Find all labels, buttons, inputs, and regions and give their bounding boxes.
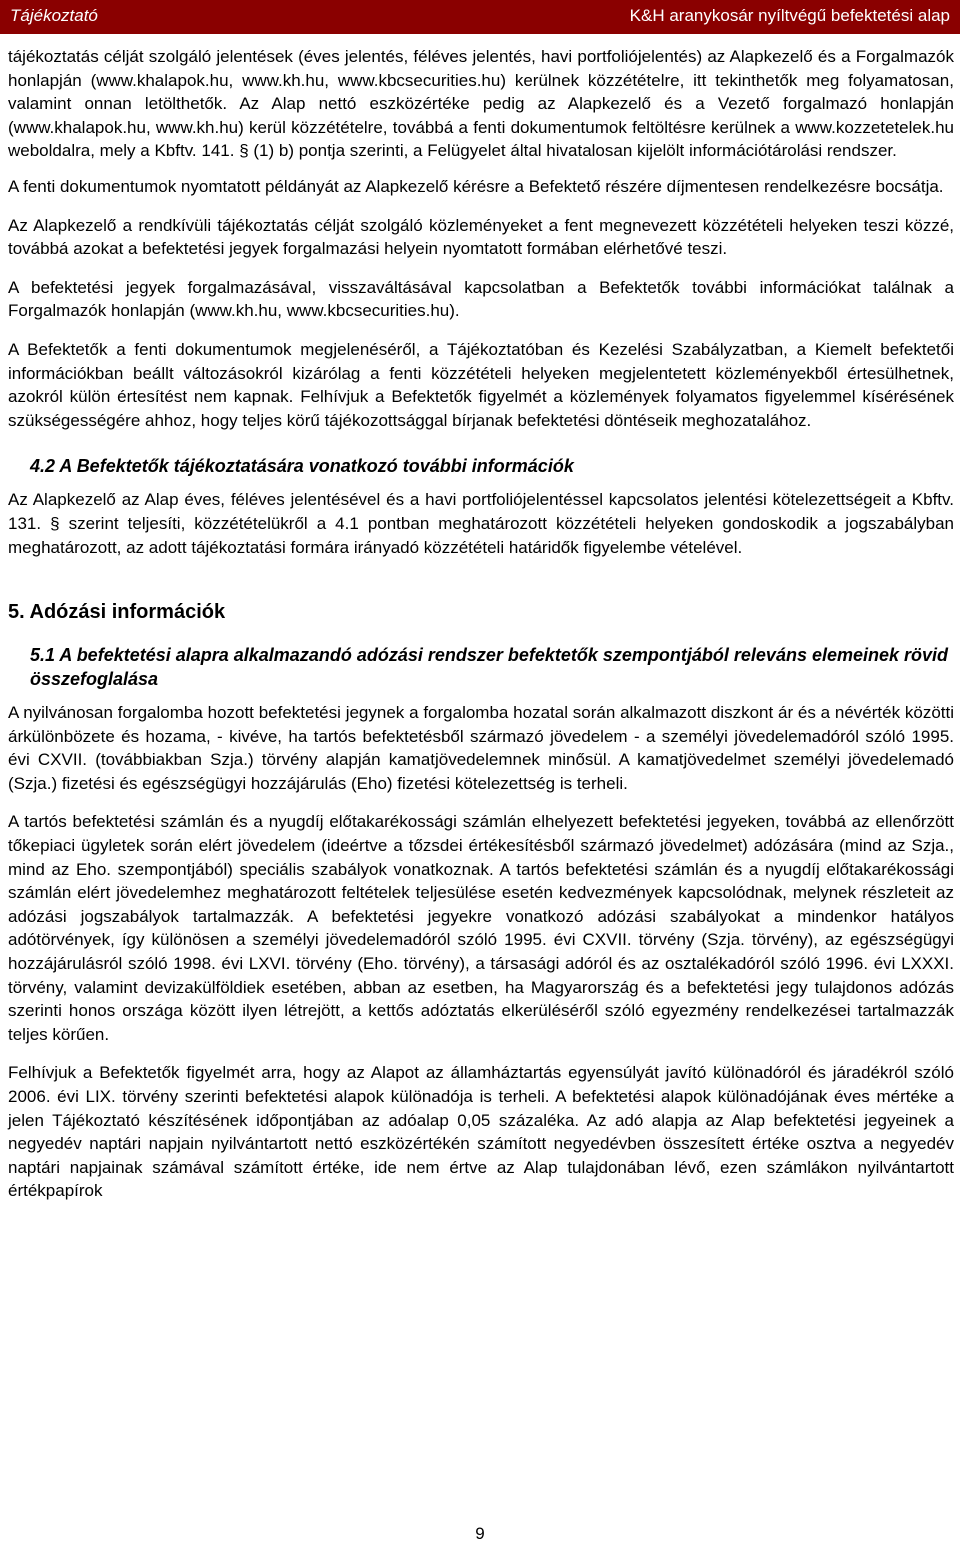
paragraph-long-term-accounts: A tartós befektetési számlán és a nyugdíj előtakarékossági számlán elhelyezett befektetési jegyeken, továbbá az ellenőrzött tőkepiaci ügyletek során elért jövedelem (ideértve a tőzsdei értékesítésből származó jövedelmet) adózására (mind az Szja., mind az Eho. szempontjából) speciális szabályok vonatkoznak. A tartós befektetési számlán és a nyugdíj előtakarékossági számlán elért jövedelemhez meghatározott feltételek teljesülése esetén kedvezmények kapcsolódnak, melynek részleteit az adózási jogszabályok tartalmazzák. A befektetési jegyekre vonatkozó adózási szabályokat a mindenkor hatályos adótörvények, így különösen a személyi jövedelemadóról szóló 1995. évi CXVII. törvény (Szja. törvény), az egészségügyi hozzájárulásról szóló 1998. évi LXVI. törvény (Eho. törvény), a társasági adóról és az osztalékadóról szóló 1996. évi LXXXI. törvény, valamint devizakülföldiek esetében, abban az esetben, ha Magyarország és a befektetési jegy tulajdonos adózás szerinti honos országa között ilyen létrejött, a kettős adóztatás elkerüléséről szóló egyezmény rendelkezései tartalmazzák teljes körűen.: [8, 812, 954, 1044]
paragraph-special-tax: Felhívjuk a Befektetők figyelmét arra, hogy az Alapot az államháztartás egyensúlyát javító különadóról és járadékról szóló 2006. évi LIX. törvény szerinti befektetési alapok különadója is terheli. A befektetési alapok különadójának éves mértéke a jelen Tájékoztató készítésének időpontjában az adóalap 0,05 százaléka. Az adó alapja az Alap befektetési jegyeinek a negyedév naptári napjain nyilvántartott nettó eszközértékén számított negyedévben összesített értéke osztva a negyedév naptári napjainak számával számított értéke, ide nem értve az Alap tulajdonában lévő, ezen számlákon nyilvántartott értékpapírok: [8, 1063, 954, 1201]
paragraph-interest-income: A nyilvánosan forgalomba hozott befektetési jegynek a forgalomba hozatal során alkalmazott diszkont ár és a névérték közötti árkülönbözete és hozama, - kivéve, ha tartós befektetésből származó jövedelem - a személyi jövedelemadóról szóló 1995. évi CXVII. (továbbiakban Szja.) törvény alapján kamatjövedelemnek minősül. A kamatjövedelmet személyi jövedelemadó (Szja.) fizetési és egészségügyi hozzájárulás (Eho) fizetési kötelezettség is terheli.: [8, 703, 954, 793]
paragraph-printed-copies: A fenti dokumentumok nyomtatott példányát az Alapkezelő kérésre a Befektető részére díjmentesen rendelkezésre bocsátja.: [8, 176, 944, 196]
paragraph-investor-notices: A Befektetők a fenti dokumentumok megjelenéséről, a Tájékoztatóban és Kezelési Szabályzatban, a Kiemelt befektetői információkban beállt változásokról kizárólag a fenti közzétételi helyeken megjelentetett közleményekből értesülhetnek, azokról külön értesítést nem kapnak. Felhívjuk a Befektetők figyelmét a közlemények folyamatos figyelemmel kísérésének szükségességére ahhoz, hogy teljes körű tájékozottsággal bírjanak befektetési döntéseik meghozatalához.: [8, 339, 954, 430]
header-fund-name: K&H aranykosár nyíltvégű befektetési alap: [629, 6, 950, 25]
page-content: [8, 45, 954, 1203]
paragraph-reporting-obligations: Az Alapkezelő az Alap éves, féléves jelentésével és a havi portfoliójelentéssel kapcsolatos jelentési kötelezettségeit a Kbftv. 131. § szerint teljesíti, közzétételükről a 4.1 pontban meghatározott közzétételi helyeken gondoskodik a jogszabályban meghatározott, az adott tájékoztatási formára irányadó közzétételi határidők figyelembe vételével.: [8, 490, 954, 557]
page-number: 9: [475, 1524, 485, 1543]
section-heading-5-1: 5.1 A befektetési alapra alkalmazandó adózási rendszer befektetők szempontjából releváns elemeinek rövid összefoglalása: [30, 645, 949, 690]
paragraph-distributor-info: A befektetési jegyek forgalmazásával, visszaváltásával kapcsolatban a Befektetők további információkat találnak a Forgalmazók honlapján (www.kh.hu, www.kbcsecurities.hu).: [8, 277, 954, 321]
paragraph-extraordinary-notices: Az Alapkezelő a rendkívüli tájékoztatás célját szolgáló közleményeket a fent megnevezett közzétételi helyeken teszi közzé, továbbá azokat a befektetési jegyek forgalmazási helyein nyomtatott formában elérhetővé teszi.: [8, 215, 954, 259]
section-heading-5: 5. Adózási információk: [8, 601, 226, 624]
header-document-title: Tájékoztató: [10, 6, 98, 25]
section-heading-4-2: 4.2 A Befektetők tájékoztatására vonatkozó további információk: [30, 456, 574, 477]
page-header: [0, 0, 960, 34]
paragraph-publication-places: tájékoztatás célját szolgáló jelentések (éves jelentés, féléves jelentés, havi portfoliójelentés) az Alapkezelő és a Forgalmazók honlapján (www.khalapok.hu, www.kh.hu, www.kbcsecurities.hu) kerülnek közzétételre, itt tekinthetők meg folyamatosan, valamint onnan letölthetők. Az Alap nettó eszközértéke pedig az Alapkezelő és a Vezető forgalmazó honlapján (www.khalapok.hu, www.kh.hu) kerül közzétételre, továbbá a fenti dokumentumok feltöltésre kerülnek a www.kozzetetelek.hu weboldalra, mely a Kbftv. 141. § (1) b) pontja szerinti, a Felügyelet által hivatalosan kijelölt információtárolási rendszer.: [8, 47, 954, 161]
